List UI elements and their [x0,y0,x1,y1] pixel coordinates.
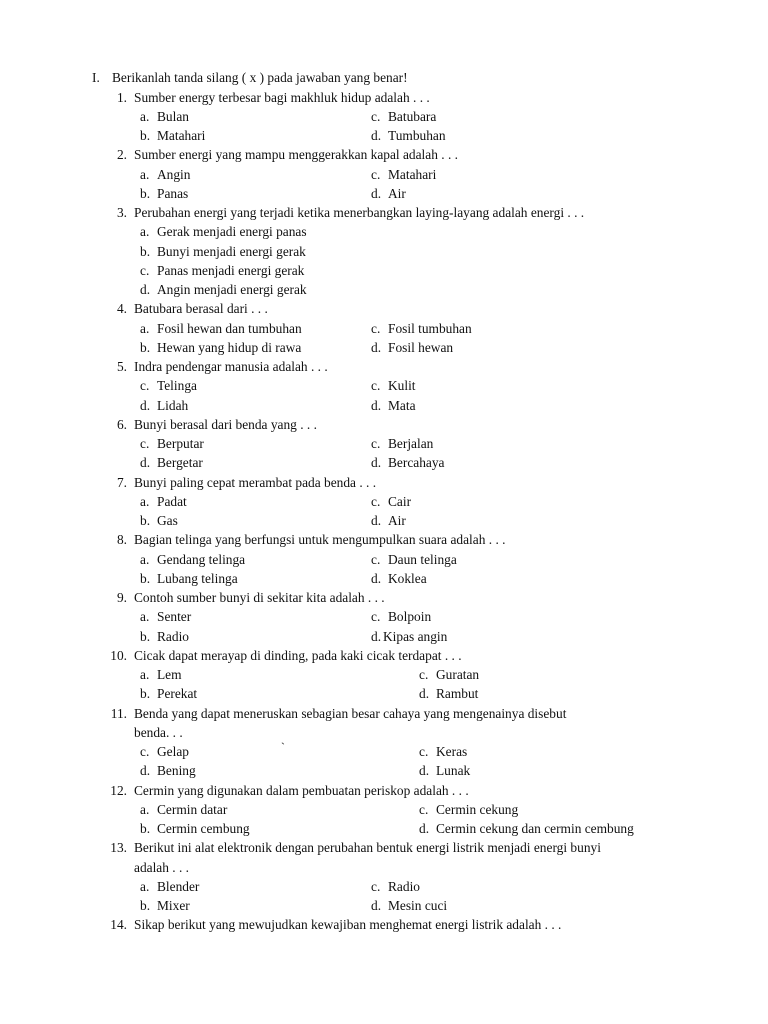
option-text: Cair [388,493,412,509]
question-text: Cicak dapat merayap di dinding, pada kaki cicak terdapat . . . [134,647,462,663]
option-letter: b. [140,243,151,259]
question-number: 13. [110,840,127,856]
stray-mark: ` [281,740,285,754]
option-letter: a. [140,224,150,240]
option-text: Lunak [436,763,471,779]
question-number: 2. [116,147,127,163]
option-letter: c. [371,166,381,182]
option-letter: d. [371,513,382,528]
option-letter: c. [140,744,150,759]
question-text: Sumber energi yang mampu menggerakkan kapal adalah . . . [134,147,458,163]
question-text: Cermin yang digunakan dalam pembuatan periskop adalah . . . [134,782,469,798]
question-text: Berikut ini alat elektronik dengan perubahan bentuk energi listrik menjadi energi bunyi [134,840,601,856]
option-text: Gerak menjadi energi panas [157,224,307,240]
option-text: Lem [157,667,182,682]
option-letter: c. [371,551,381,567]
option-letter: b. [140,898,151,913]
option-text: Matahari [388,166,437,182]
option-letter: b. [140,339,151,355]
question-text: Perubahan energi yang terjadi ketika menerbangkan laying-layang adalah energi . . . [134,205,585,220]
question-number: 5. [116,359,127,374]
option-letter: a. [140,551,150,567]
option-text: Fosil tumbuhan [388,320,472,336]
option-text: Cermin cekung [436,801,519,817]
option-letter: d. [371,570,382,586]
question-text: Indra pendengar manusia adalah . . . [134,359,328,374]
option-text: Bercahaya [388,455,445,471]
option-text: Berputar [157,436,204,451]
option-letter: d. [419,686,430,702]
option-letter: a. [140,667,150,682]
option-text: Gendang telinga [157,551,246,567]
option-letter: a. [140,108,150,124]
question-text: Sikap berikut yang mewujudkan kewajiban menghemat energi listrik adalah . . . [134,917,562,933]
option-text: Hewan yang hidup di rawa [157,339,302,355]
option-letter: c. [371,320,381,336]
option-letter: d. [371,128,382,143]
section-numeral: I. [92,70,100,85]
option-text: Mata [388,397,416,413]
question-text: Benda yang dapat meneruskan sebagian besar cahaya yang mengenainya disebut [134,705,567,721]
option-text: Cermin cembung [157,821,250,836]
option-text: Mesin cuci [388,898,448,913]
option-letter: a. [140,166,150,182]
question-number: 11. [110,705,127,721]
option-letter: d. [140,282,151,297]
question-number: 1. [116,89,127,105]
option-text: Lidah [157,397,189,413]
option-text: Batubara [388,108,437,124]
option-letter: d. [371,339,382,355]
option-letter: a. [140,878,150,894]
option-letter: c. [140,378,150,394]
option-letter: b. [140,128,151,143]
option-text: Guratan [436,667,480,682]
question-number: 3. [116,205,127,220]
option-letter: d. [371,898,382,913]
option-text: Bunyi menjadi energi gerak [157,243,306,259]
option-text: Daun telinga [388,551,457,567]
option-letter: a. [140,493,150,509]
option-text: Bulan [157,108,189,124]
option-letter: c. [371,436,381,451]
option-text: Koklea [388,570,427,586]
option-text: Radio [157,628,189,644]
option-letter: d. [371,628,382,644]
option-text: Radio [388,878,420,894]
option-text: Senter [157,609,192,625]
option-text: Telinga [157,378,197,394]
option-text: Matahari [157,128,206,143]
option-text: Panas menjadi energi gerak [157,262,305,278]
option-letter: c. [371,609,381,625]
option-letter: c. [140,436,150,451]
option-text: Bergetar [157,455,203,471]
section-instruction: Berikanlah tanda silang ( x ) pada jawaban yang benar! [112,70,408,85]
option-text: Angin [157,166,191,182]
option-letter: c. [371,493,381,509]
question-number: 9. [116,590,127,605]
question-text: Sumber energy terbesar bagi makhluk hidup adalah . . . [134,89,430,105]
option-letter: c. [419,801,429,817]
option-letter: d. [140,455,151,471]
option-letter: b. [140,185,151,201]
option-text: Tumbuhan [388,128,446,143]
option-letter: c. [419,744,429,759]
option-letter: c. [140,262,150,278]
option-text: Fosil hewan [388,339,454,355]
question-text: Bunyi paling cepat merambat pada benda . . . [134,474,377,490]
option-letter: b. [140,570,151,586]
option-letter: b. [140,628,151,644]
option-text: Rambut [436,686,479,702]
option-letter: c. [371,378,381,394]
option-letter: d. [371,185,382,201]
option-letter: d. [140,397,151,413]
question-number: 7. [116,474,127,490]
option-letter: b. [140,821,151,836]
option-letter: a. [140,609,150,625]
option-letter: d. [371,397,382,413]
question-number: 12. [110,782,127,798]
option-letter: c. [419,667,429,682]
option-letter: c. [371,108,381,124]
option-text: Kulit [388,378,416,394]
option-text: Angin menjadi energi gerak [157,282,307,297]
option-text: Bolpoin [388,609,432,625]
question-number: 14. [110,917,127,933]
option-text: Bening [157,763,196,779]
question-text: benda. . . [134,724,183,740]
option-text: Blender [157,878,200,894]
option-text: Kipas angin [383,628,448,644]
option-text: Mixer [157,898,190,913]
option-text: Keras [436,744,468,759]
question-text: Batubara berasal dari . . . [134,301,268,317]
option-letter: d. [371,455,382,471]
option-text: Air [388,185,406,201]
question-number: 4. [116,301,127,317]
question-number: 8. [116,532,127,548]
option-letter: c. [371,878,381,894]
question-text: Bagian telinga yang berfungsi untuk mengumpulkan suara adalah . . . [134,532,506,548]
option-text: Gas [157,513,178,528]
option-text: Gelap [157,744,189,759]
question-text: Bunyi berasal dari benda yang . . . [134,416,317,432]
option-letter: a. [140,320,150,336]
option-letter: d. [419,763,430,779]
question-number: 6. [116,416,127,432]
option-text: Cermin datar [157,801,228,817]
option-text: Lubang telinga [157,570,238,586]
option-letter: d. [140,763,151,779]
option-text: Berjalan [388,436,434,451]
question-text: Contoh sumber bunyi di sekitar kita adalah . . . [134,590,385,605]
option-text: Fosil hewan dan tumbuhan [157,320,302,336]
option-text: Panas [157,185,189,201]
option-letter: a. [140,801,150,817]
option-text: Padat [157,493,187,509]
option-text: Cermin cekung dan cermin cembung [436,821,634,836]
question-number: 10. [110,647,127,663]
option-text: Perekat [157,686,198,702]
question-text: adalah . . . [134,859,190,875]
option-letter: b. [140,686,151,702]
option-text: Air [388,513,406,528]
option-letter: d. [419,821,430,836]
option-letter: b. [140,513,151,528]
